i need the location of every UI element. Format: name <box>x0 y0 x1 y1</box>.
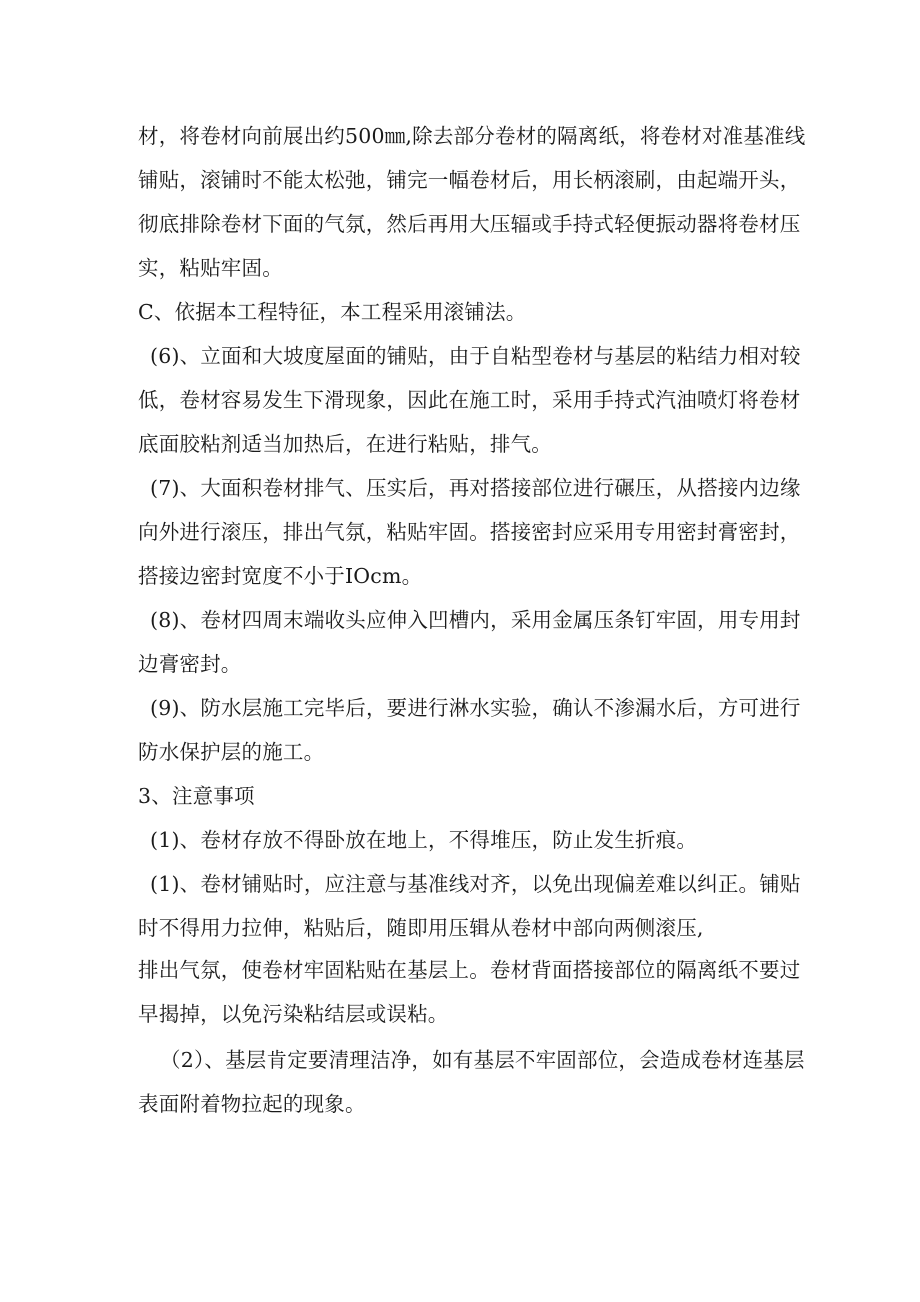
text-line-5: C、依据本工程特征，本工程采用滚铺法。 <box>138 300 527 324</box>
text-line-17: (1)、卷材存放不得卧放在地上，不得堆压，防止发生折痕。 <box>150 828 698 852</box>
text-line-22: （2）、基层肯定要清理洁净，如有基层不牢固部位，会造成卷材连基层 <box>160 1048 805 1072</box>
text-line-3: 彻底排除卷材下面的气氛，然后再用大压辐或手持式轻便振动器将卷材压 <box>138 212 801 236</box>
text-line-19: 时不得用力拉伸，粘贴后，随即用压辑从卷材中部向两侧滚压, <box>138 916 704 940</box>
text-line-8: 底面胶粘剂适当加热后，在进行粘贴，排气。 <box>138 432 552 456</box>
text-line-12: (8)、卷材四周末端收头应伸入凹槽内，采用金属压条钉牢固，用专用封 <box>150 608 801 632</box>
text-line-21: 早揭掉，以免污染粘结层或误粘。 <box>138 1002 449 1026</box>
text-line-18: (1)、卷材铺贴时，应注意与基准线对齐，以免出现偏差难以纠正。铺贴 <box>150 872 801 896</box>
text-line-7: 低，卷材容易发生下滑现象，因此在施工时，采用手持式汽油喷灯将卷材 <box>138 388 801 412</box>
text-line-4: 实，粘贴牢固。 <box>138 256 283 280</box>
text-line-2: 铺贴，滚铺时不能太松弛，铺完一幅卷材后，用长柄滚刷，由起端开头， <box>138 168 801 192</box>
section-heading: 3、注意事项 <box>138 784 255 808</box>
text-line-11: 搭接边密封宽度不小于IOcm。 <box>138 564 423 588</box>
text-line-6: (6)、立面和大坡度屋面的铺贴，由于自粘型卷材与基层的粘结力相对较 <box>150 344 801 368</box>
text-line-15: 防水保护层的施工。 <box>138 740 325 764</box>
text-line-10: 向外进行滚压，排出气氛，粘贴牢固。搭接密封应采用专用密封膏密封， <box>138 520 801 544</box>
text-line-1: 材，将卷材向前展出约500㎜,除去部分卷材的隔离纸，将卷材对准基准线 <box>138 124 806 148</box>
text-line-13: 边膏密封。 <box>138 652 242 676</box>
text-line-14: (9)、防水层施工完毕后，要进行淋水实验，确认不渗漏水后，方可进行 <box>150 696 801 720</box>
text-line-20: 排出气氛，使卷材牢固粘贴在基层上。卷材背面搭接部位的隔离纸不要过 <box>138 958 801 982</box>
text-line-9: (7)、大面积卷材排气、压实后，再对搭接部位进行碾压，从搭接内边缘 <box>150 476 801 500</box>
text-line-23: 表面附着物拉起的现象。 <box>138 1092 366 1116</box>
